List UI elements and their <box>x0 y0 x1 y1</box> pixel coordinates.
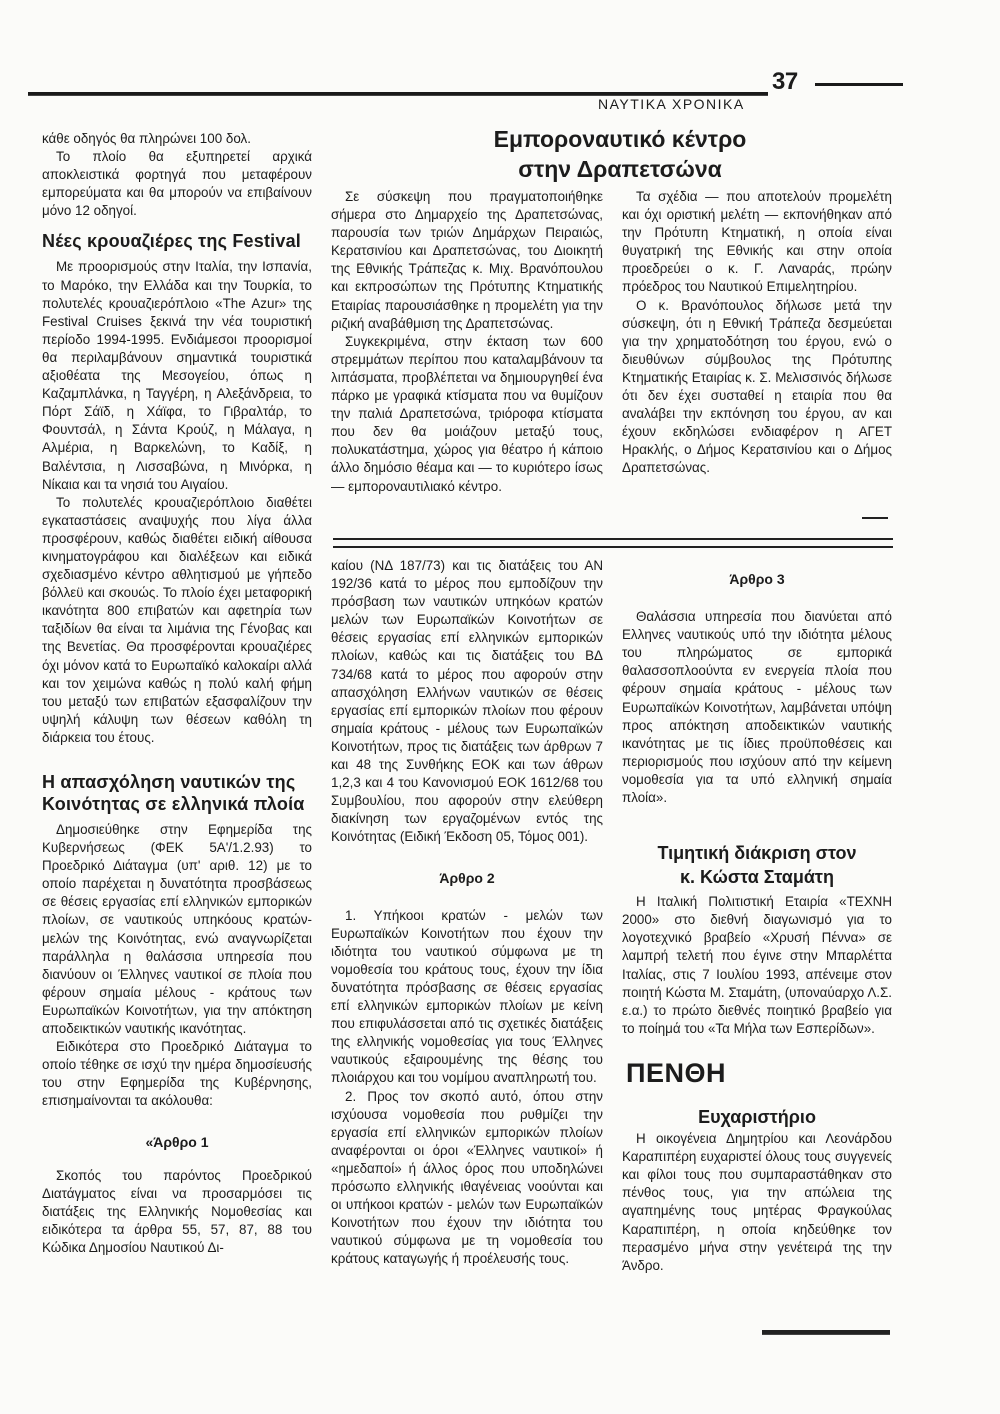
article-3-heading: Άρθρο 3 <box>729 571 785 587</box>
end-mark <box>762 1330 890 1335</box>
award-heading-line-1: Τιμητική διάκριση στον <box>657 843 857 864</box>
article-title <box>430 124 810 184</box>
end-mark <box>862 517 888 519</box>
paragraph: κάθε οδηγός θα πληρώνει 100 δολ. <box>42 131 251 146</box>
paragraph: Η οικογένεια Δημητρίου και Λεονάρδου Καραπιπέρη ευχαριστεί όλους τους συγγενείς και φίλοι τους που συμπαραστάθηκαν στο πένθος τους, για την απώλεια της αγαπημένης τους μητέρας Φραγκούλας Καραπιπέρη, η οποία κηδεύθηκε τον περασμένο μήνα στην γενέτειρά της την Άνδρο. <box>622 1131 892 1273</box>
employment-heading: Η απασχόληση ναυτικών της Κοινότητας σε ελληνικά πλοία <box>42 772 305 814</box>
paragraph: Ειδικότερα στο Προεδρικό Διάταγμα το οποίο τέθηκε σε ισχύ την ημέρα δημοσίευσής του στην Εφημερίδα της Κυβέρνησης, επισημαίνονται τα ακόλουθα: <box>42 1039 312 1109</box>
award-heading-line-2: κ. Κώστα Σταμάτη <box>680 867 834 888</box>
award-heading <box>622 841 892 889</box>
paragraph: Σκοπός του παρόντος Προεδρικού Διατάγματος είναι να προσαρμόσει τις διατάξεις της Ελληνικής Νομοθεσίας και ειδικότερα τα άρθρα 55, 57, 87, 88 του Κώδικα Δημοσίου Ναυτικού Δι- <box>42 1167 312 1255</box>
paragraph: Τα σχέδια — που αποτελούν προμελέτη και όχι οριστική μελέτη — εκπονήθηκαν από την Πρότυπη Κτηματική, η οποία είναι θυγατρική της Εθνικής και στην οποία προεδρεύει ο κ. Γ. Λαναράς, πρώην πρόεδρος του Ναυτικού Επιμελητηρίου. <box>622 189 892 295</box>
drapetsona-column-3 <box>622 188 892 478</box>
paragraph: 1. Υπήκοοι κρατών - μελών των Ευρωπαϊκών Κοινοτήτων που έχουν την ιδιότητα του ναυτικού σύμφωνα με τη νομοθεσία του κράτους τους, έχουν την ίδια δυνατότητα πρόσβασης σε θέσεις εργασίας επί ελληνικών εμπορικών πλοίων με κείνη που επιφυλάσσεται από τις σχετικές διατάξεις της ελληνικής νομοθεσίας για τους Έλληνες ναυτικούς εξαιρουμένης της θέσης του πλοιάρχου και του νομίμου αναπληρωτή του. <box>331 907 603 1086</box>
article-title-line-2: στην Δραπετσώνα <box>518 156 722 182</box>
article-1-heading: «Άρθρο 1 <box>145 1133 209 1150</box>
paragraph: Ο κ. Βρανόπουλος δήλωσε μετά την σύσκεψη, ότι η Εθνική Τράπεζα δεσμεύεται για την χρηματοδότηση του έργου, ενώ ο διευθύνων σύμβουλος της Πρότυπης Κτηματικής Εταιρίας κ. Σ. Μελισσινός δήλωσε ότι δεν έχει συσταθεί η εταιρία που θα αναλάβει την εκπόνηση του έργου, αν και έχουν εκδηλώσει ενδιαφέρον η ΑΓΕΤ Ηρακλής, ο Δήμος Κερατσινίου και ο Δήμος Δραπετσώνας. <box>622 297 892 476</box>
header-rule-right <box>815 83 903 86</box>
page-number: 37 <box>772 68 798 95</box>
column-2-lower <box>331 557 603 1268</box>
paragraph: Η Ιταλική Πολιτιστική Εταιρία «ΤΕΧΝΗ 2000» στο διεθνή διαγωνισμό για το λογοτεχνικό βραβείο «Χρυσή Πέννα» σε λαμπρή τελετή που έγινε στην Μπαρλέττα Ιταλίας, στις 7 Ιουλίου 1993, απένειμε στον ποιητή Κώστα Μ. Σταμάτη, (υποναύαρχο Λ.Σ. ε.α.) το πρώτο διεθνές ποιητικό βραβείο για το ποίημά του «Τα Μήλα των Εσπερίδων». <box>622 894 892 1036</box>
paragraph: 2. Προς τον σκοπό αυτό, όπου στην ισχύουσα νομοθεσία που ρυθμίζει την εργασία επί ελληνικών εμπορικών πλοίων αναφέρονται οι όροι «Έλληνες ναυτικοί» ή «ημεδαποί» ή άλλος όρος που υποδηλώνει πρόσωπο ελληνικής ιθαγένειας νοούνται και οι υπήκοοι κρατών - μελών των Ευρωπαϊκών Κοινοτήτων που έχουν την ιδιότητα του ναυτικού σύμφωνα με τη νομοθεσία του κράτους καταγωγής ή προέλευσής τους. <box>331 1088 603 1267</box>
paragraph: Με προορισμούς στην Ιταλία, την Ισπανία, το Μαρόκο, την Ελλάδα και την Τουρκία, το πολυτελές κρουαζιερόπλοιο «The Azur» της Festival Cruises ξεκινά την νέα τουριστική περίοδο 1994-1995. Ενδιάμεσοι προορισμοί θα περιλαμβάνουν σημαντικά τουριστικά αξιοθέατα της Μεσογείου, όπως η Καζαμπλάνκα, η Ταγγέρη, η Αλεξάνδρεια, το Πόρτ Σάϊδ, η Χάϊφα, το Γιβραλτάρ, το Φουντσάλ, η Σάντα Κρούζ, η Μάλαγα, η Αλμέρια, η Βαρκελώνη, το Καδίξ, η Βαλέντσια, η Λισσαβώνα, η Μινόρκα, η Νίκαια και τα νησιά του Αιγαίου. <box>42 259 312 492</box>
paragraph: Θαλάσσια υπηρεσία που διανύεται από Ελληνες ναυτικούς υπό την ιδιότητα μέλους του πληρώματος σε εμπορικά θαλασσοπλοούντα εν ενεργεία πλοία που φέρουν σημαία κράτους - μέλους των Ευρωπαϊκών Κοινοτήτων, λαμβάνεται υπόψη προς απόκτηση αποδεικτικών ναυτικής ικανότητας με τις ίδιες προϋποθέσεις και περιορισμούς που ισχύουν από την κείμενη νομοθεσία για τα υπό ελληνική σημαία πλοία». <box>622 609 892 806</box>
article-title-line-1: Εμποροναυτικό κέντρο <box>493 126 747 152</box>
mourning-section-title: ΠΕΝΘΗ <box>626 1057 727 1088</box>
running-title: ΝΑΥΤΙΚΑ ΧΡΟΝΙΚΑ <box>598 96 745 112</box>
festival-heading: Νέες κρουαζιέρες της Festival <box>42 231 301 252</box>
paragraph: Το πλοίο θα εξυπηρετεί αρχικά αποκλειστικά φορτηγά που μεταφέρουν εμπορεύματα και θα μπορούν να επιβαίνουν μόνο 12 οδηγοί. <box>42 149 312 219</box>
column-3-lower <box>622 570 892 1275</box>
paragraph: Συγκεκριμένα, στην έκταση των 600 στρεμμάτων περίπου που καταλαμβάνουν τα λιπάσματα, προβλέπεται να δημιουργηθεί ένα πάρκο με γραφικά κτίσματα που να θυμίζουν την παλιά Δραπετσώνα, τριόροφα κτίσματα που δεν θα μοιάζουν μεταξύ τους, πολυκατάστημα, χώρος για θέατρο ή κάποιο άλλο δημόσιο θέαμα και — το κυριότερο ίσως — εμποροναυτιλιακό κέντρο. <box>331 333 603 494</box>
thanks-heading: Ευχαριστήριο <box>698 1106 816 1127</box>
column-1 <box>42 130 312 1257</box>
paragraph: Το πολυτελές κρουαζιερόπλοιο διαθέτει εγκαταστάσεις αναψυχής που λίγα άλλα προσφέρουν, καθώς διαθέτει ειδική αίθουσα κινηματογράφου και διαλέξεων και ειδικά σχεδιασμένο κέντρο αθλητισμού με γήπεδο βόλλεϋ και σκουώς. Το πλοίο έχει μεταφορική ικανότητα 800 επιβατών και αφετηρία των ταξιδίων θα είναι τα λιμάνια της Γένοβας και της Βενετίας. Θα προσφέρονται κρουαζιέρες όχι μόνον κατά το Ευρωπαϊκό καλοκαίρι αλλά και τον χειμώνα καθώς η πολύ καλή φήμη του μεταξύ των επιβατών εξασφαλίζουν την υψηλή κάλυψη των θέσεων καθόλη τη διάρκεια του έτους. <box>42 494 312 745</box>
paragraph: καίου (ΝΔ 187/73) και τις διατάξεις του ΑΝ 192/36 κατά το μέρος που εμποδίζουν την πρόσβαση των ναυτικών υπηκόων κρατών μελών των Ευρωπαϊκών Κοινοτήτων σε θέσεις εργασίας επί ελληνικών εμπορικών πλοίων, καθώς και τις διατάξεις του ΒΔ 734/68 κατά το μέρος που αφορούν στην απασχόληση Ελλήνων ναυτικών σε θέσεις εργασίας επί εμπορικών πλοίων που φέρουν σημαία κράτους - μέλους των Ευρωπαϊκών Κοινοτήτων, προς τις διατάξεις των άρθρων 7 και 48 της Συνθήκης ΕΟΚ και των άθρων 1,2,3 και 4 του Κανονισμού ΕΟΚ 1612/68 του Συμβουλίου, που αφορούν στην ελεύθερη διακίνηση των εργαζομένων εντός της Κοινότητας (Ειδική Έκδοση 05, Τόμος 001). <box>331 558 603 845</box>
article-2-heading: Άρθρο 2 <box>439 869 495 886</box>
section-divider <box>333 538 893 548</box>
paragraph: Σε σύσκεψη που πραγματοποιήθηκε σήμερα στο Δημαρχείο της Δραπετσώνας, παρουσία των τριών Δημάρχων Πειραιώς, Κερατσινίου και Δραπετσώνας, του Διοικητή της Εθνικής Τράπεζας κ. Μιχ. Βρανόπουλου και εκπροσώπων της Πρότυπης Κτηματικής Εταιρίας παρουσιάσθηκε η προμελέτη για την ριζική αναβάθμιση της Δραπετσώνας. <box>331 189 603 331</box>
drapetsona-column-2 <box>331 188 603 496</box>
paragraph: Δημοσιεύθηκε στην Εφημερίδα της Κυβερνήσεως (ΦΕΚ 5Α'/1.2.93) το Προεδρικό Διάταγμα (υπ' αριθ. 12) με το οποίο παρέχεται η δυνατότητα προσβάσεως σε θέσεις εργασίας επί ελληνικών εμπορικών πλοίων, σε ναυτικούς υπηκόους κρατών-μελών της Κοινότητας, ενώ αναγνωρίζεται παράλληλα η θαλάσσια υπηρεσία που διανύουν οι Έλληνες ναυτικοί σε πλοία που φέρουν σημαία μέλους - κράτους των Ευρωπαϊκών Κοινοτήτων, για την απόκτηση αποδεικτικών ναυτικής ικανότητας. <box>42 822 312 1037</box>
